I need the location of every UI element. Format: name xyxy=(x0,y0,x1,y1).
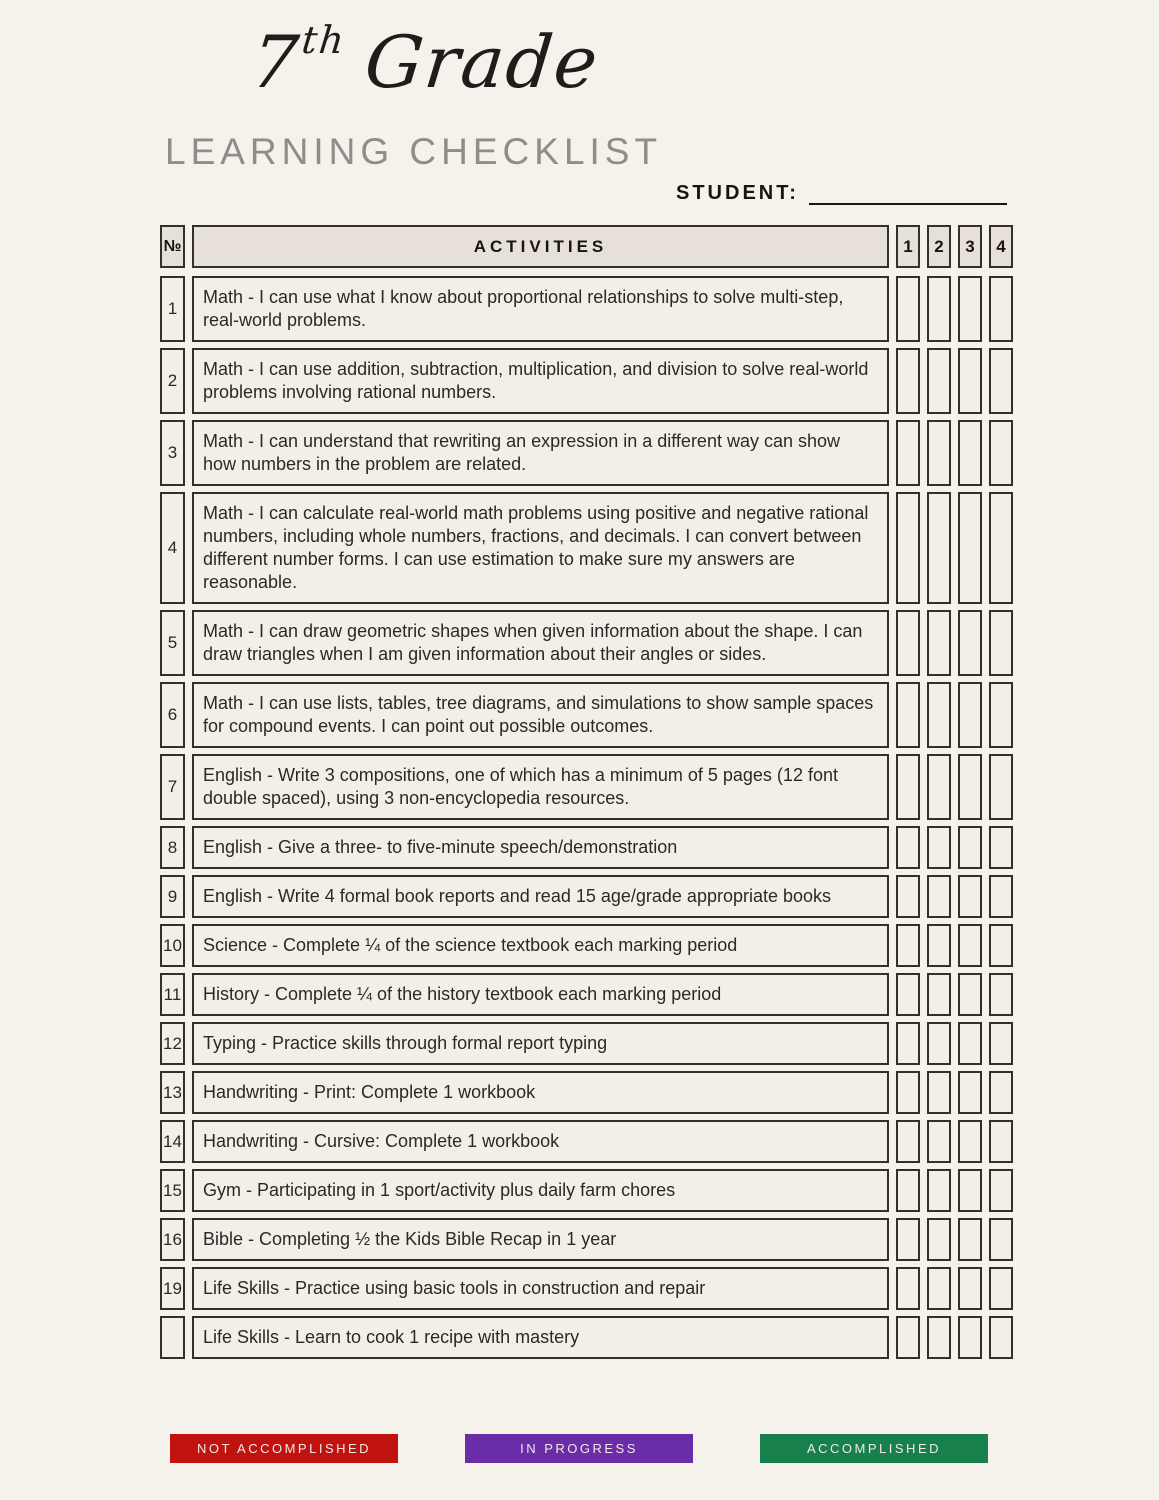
checkbox-level-3[interactable] xyxy=(958,348,982,414)
table-row xyxy=(160,1169,1013,1212)
checkbox-level-2[interactable] xyxy=(927,1169,951,1212)
checkbox-level-2[interactable] xyxy=(927,1120,951,1163)
row-number: 9 xyxy=(160,875,185,918)
activity-text: Math - I can understand that rewriting an expression in a different way can show how numbers in the problem are related. xyxy=(192,420,889,486)
legend-not-accomplished: NOT ACCOMPLISHED xyxy=(170,1434,398,1463)
checkbox-level-4[interactable] xyxy=(989,492,1013,604)
checkbox-level-4[interactable] xyxy=(989,1316,1013,1359)
table-row xyxy=(160,1022,1013,1065)
checkbox-level-4[interactable] xyxy=(989,754,1013,820)
page-subtitle: LEARNING CHECKLIST xyxy=(165,131,663,172)
student-label: STUDENT: xyxy=(676,182,799,204)
checkbox-level-2[interactable] xyxy=(927,1022,951,1065)
row-number: 8 xyxy=(160,826,185,869)
checkbox-level-3[interactable] xyxy=(958,1071,982,1114)
checkbox-level-4[interactable] xyxy=(989,1120,1013,1163)
checkbox-level-1[interactable] xyxy=(896,1022,920,1065)
row-number: 5 xyxy=(160,610,185,676)
activity-text: Typing - Practice skills through formal report typing xyxy=(192,1022,889,1065)
row-number: 7 xyxy=(160,754,185,820)
table-row xyxy=(160,826,1013,869)
checkbox-level-3[interactable] xyxy=(958,682,982,748)
checkbox-level-1[interactable] xyxy=(896,420,920,486)
table-row xyxy=(160,754,1013,820)
checkbox-level-2[interactable] xyxy=(927,1316,951,1359)
activity-text: History - Complete ¼ of the history textbook each marking period xyxy=(192,973,889,1016)
header-level-1: 1 xyxy=(896,225,920,268)
checkbox-level-3[interactable] xyxy=(958,1267,982,1310)
checkbox-level-2[interactable] xyxy=(927,348,951,414)
checkbox-level-3[interactable] xyxy=(958,826,982,869)
row-number: 6 xyxy=(160,682,185,748)
row-number: 11 xyxy=(160,973,185,1016)
table-row xyxy=(160,973,1013,1016)
student-fill-in-line[interactable] xyxy=(809,182,1007,205)
table-row xyxy=(160,682,1013,748)
checkbox-level-1[interactable] xyxy=(896,276,920,342)
activity-text: Life Skills - Practice using basic tools in construction and repair xyxy=(192,1267,889,1310)
checkbox-level-3[interactable] xyxy=(958,420,982,486)
activity-text: English - Write 3 compositions, one of which has a minimum of 5 pages (12 font double spaced), using 3 non-encyclopedia resources. xyxy=(192,754,889,820)
checkbox-level-1[interactable] xyxy=(896,1316,920,1359)
checkbox-level-1[interactable] xyxy=(896,754,920,820)
checkbox-level-2[interactable] xyxy=(927,276,951,342)
header-activities: ACTIVITIES xyxy=(192,225,889,268)
table-row xyxy=(160,1071,1013,1114)
row-number xyxy=(160,1316,185,1359)
row-number: 12 xyxy=(160,1022,185,1065)
checkbox-level-1[interactable] xyxy=(896,1169,920,1212)
checkbox-level-4[interactable] xyxy=(989,924,1013,967)
checkbox-level-4[interactable] xyxy=(989,875,1013,918)
checkbox-level-4[interactable] xyxy=(989,348,1013,414)
checkbox-level-4[interactable] xyxy=(989,973,1013,1016)
student-field xyxy=(676,182,1007,205)
checkbox-level-4[interactable] xyxy=(989,1267,1013,1310)
table-row xyxy=(160,420,1013,486)
row-number: 2 xyxy=(160,348,185,414)
checkbox-level-3[interactable] xyxy=(958,875,982,918)
table-row xyxy=(160,610,1013,676)
table-row xyxy=(160,348,1013,414)
row-number: 14 xyxy=(160,1120,185,1163)
checkbox-level-4[interactable] xyxy=(989,1071,1013,1114)
table-row xyxy=(160,875,1013,918)
activity-text: Science - Complete ¼ of the science textbook each marking period xyxy=(192,924,889,967)
checkbox-level-3[interactable] xyxy=(958,276,982,342)
checkbox-level-2[interactable] xyxy=(927,1071,951,1114)
table-row xyxy=(160,1267,1013,1310)
checkbox-level-2[interactable] xyxy=(927,1218,951,1261)
row-number: 16 xyxy=(160,1218,185,1261)
checkbox-level-2[interactable] xyxy=(927,492,951,604)
header-level-3: 3 xyxy=(958,225,982,268)
activity-text: Handwriting - Cursive: Complete 1 workbook xyxy=(192,1120,889,1163)
checkbox-level-2[interactable] xyxy=(927,924,951,967)
checkbox-level-1[interactable] xyxy=(896,1267,920,1310)
table-header-row xyxy=(160,225,1013,268)
activity-text: English - Write 4 formal book reports and read 15 age/grade appropriate books xyxy=(192,875,889,918)
checkbox-level-2[interactable] xyxy=(927,875,951,918)
checkbox-level-2[interactable] xyxy=(927,610,951,676)
checkbox-level-2[interactable] xyxy=(927,826,951,869)
activity-text: Gym - Participating in 1 sport/activity plus daily farm chores xyxy=(192,1169,889,1212)
checkbox-level-3[interactable] xyxy=(958,973,982,1016)
row-number: 1 xyxy=(160,276,185,342)
checkbox-level-2[interactable] xyxy=(927,754,951,820)
checkbox-level-3[interactable] xyxy=(958,1120,982,1163)
activity-text: Bible - Completing ½ the Kids Bible Recap in 1 year xyxy=(192,1218,889,1261)
table-body xyxy=(160,276,1013,1359)
checkbox-level-1[interactable] xyxy=(896,1071,920,1114)
checkbox-level-4[interactable] xyxy=(989,682,1013,748)
row-number: 10 xyxy=(160,924,185,967)
checkbox-level-2[interactable] xyxy=(927,420,951,486)
checkbox-level-1[interactable] xyxy=(896,682,920,748)
activity-text: Math - I can use addition, subtraction, multiplication, and division to solve real-world problems involving rational numbers. xyxy=(192,348,889,414)
checkbox-level-1[interactable] xyxy=(896,348,920,414)
row-number: 19 xyxy=(160,1267,185,1310)
checkbox-level-3[interactable] xyxy=(958,754,982,820)
checkbox-level-1[interactable] xyxy=(896,610,920,676)
legend-in-progress: IN PROGRESS xyxy=(465,1434,693,1463)
grade-word: Grade xyxy=(361,20,604,104)
activity-text: Handwriting - Print: Complete 1 workbook xyxy=(192,1071,889,1114)
row-number: 15 xyxy=(160,1169,185,1212)
legend-accomplished: ACCOMPLISHED xyxy=(760,1434,988,1463)
checkbox-level-4[interactable] xyxy=(989,276,1013,342)
activity-text: Life Skills - Learn to cook 1 recipe with mastery xyxy=(192,1316,889,1359)
table-row xyxy=(160,924,1013,967)
table-row xyxy=(160,1316,1013,1359)
activity-text: Math - I can calculate real-world math problems using positive and negative rational numbers, including whole numbers, fractions, and decimals. I can convert between different number forms. I can use estimation to make sure my answers are reasonable. xyxy=(192,492,889,604)
activity-text: Math - I can use lists, tables, tree diagrams, and simulations to show sample spaces for compound events. I can point out possible outcomes. xyxy=(192,682,889,748)
checkbox-level-2[interactable] xyxy=(927,1267,951,1310)
checkbox-level-2[interactable] xyxy=(927,973,951,1016)
checkbox-level-3[interactable] xyxy=(958,924,982,967)
checkbox-level-4[interactable] xyxy=(989,420,1013,486)
row-number: 4 xyxy=(160,492,185,604)
checkbox-level-1[interactable] xyxy=(896,1120,920,1163)
checkbox-level-3[interactable] xyxy=(958,1316,982,1359)
header-level-4: 4 xyxy=(989,225,1013,268)
table-row xyxy=(160,276,1013,342)
checklist-table xyxy=(160,225,1013,1365)
checkbox-level-1[interactable] xyxy=(896,826,920,869)
row-number: 13 xyxy=(160,1071,185,1114)
grade-number: 7 xyxy=(247,20,305,104)
activity-text: Math - I can use what I know about proportional relationships to solve multi-step, real-world problems. xyxy=(192,276,889,342)
status-legend xyxy=(170,1434,988,1463)
grade-suffix: th xyxy=(299,18,349,62)
checkbox-level-4[interactable] xyxy=(989,610,1013,676)
checkbox-level-3[interactable] xyxy=(958,1218,982,1261)
checkbox-level-3[interactable] xyxy=(958,492,982,604)
checkbox-level-3[interactable] xyxy=(958,610,982,676)
checkbox-level-1[interactable] xyxy=(896,973,920,1016)
header-level-2: 2 xyxy=(927,225,951,268)
checkbox-level-2[interactable] xyxy=(927,682,951,748)
table-row xyxy=(160,492,1013,604)
checkbox-level-1[interactable] xyxy=(896,924,920,967)
table-row xyxy=(160,1120,1013,1163)
activity-text: Math - I can draw geometric shapes when given information about the shape. I can draw triangles when I am given information about their angles or sides. xyxy=(192,610,889,676)
checkbox-level-4[interactable] xyxy=(989,1169,1013,1212)
checkbox-level-1[interactable] xyxy=(896,1218,920,1261)
checkbox-level-3[interactable] xyxy=(958,1169,982,1212)
checkbox-level-4[interactable] xyxy=(989,826,1013,869)
checkbox-level-4[interactable] xyxy=(989,1218,1013,1261)
checkbox-level-1[interactable] xyxy=(896,875,920,918)
page-title xyxy=(247,18,603,104)
checkbox-level-3[interactable] xyxy=(958,1022,982,1065)
table-row xyxy=(160,1218,1013,1261)
checkbox-level-1[interactable] xyxy=(896,492,920,604)
checkbox-level-4[interactable] xyxy=(989,1022,1013,1065)
header-number: № xyxy=(160,225,185,268)
row-number: 3 xyxy=(160,420,185,486)
activity-text: English - Give a three- to five-minute speech/demonstration xyxy=(192,826,889,869)
